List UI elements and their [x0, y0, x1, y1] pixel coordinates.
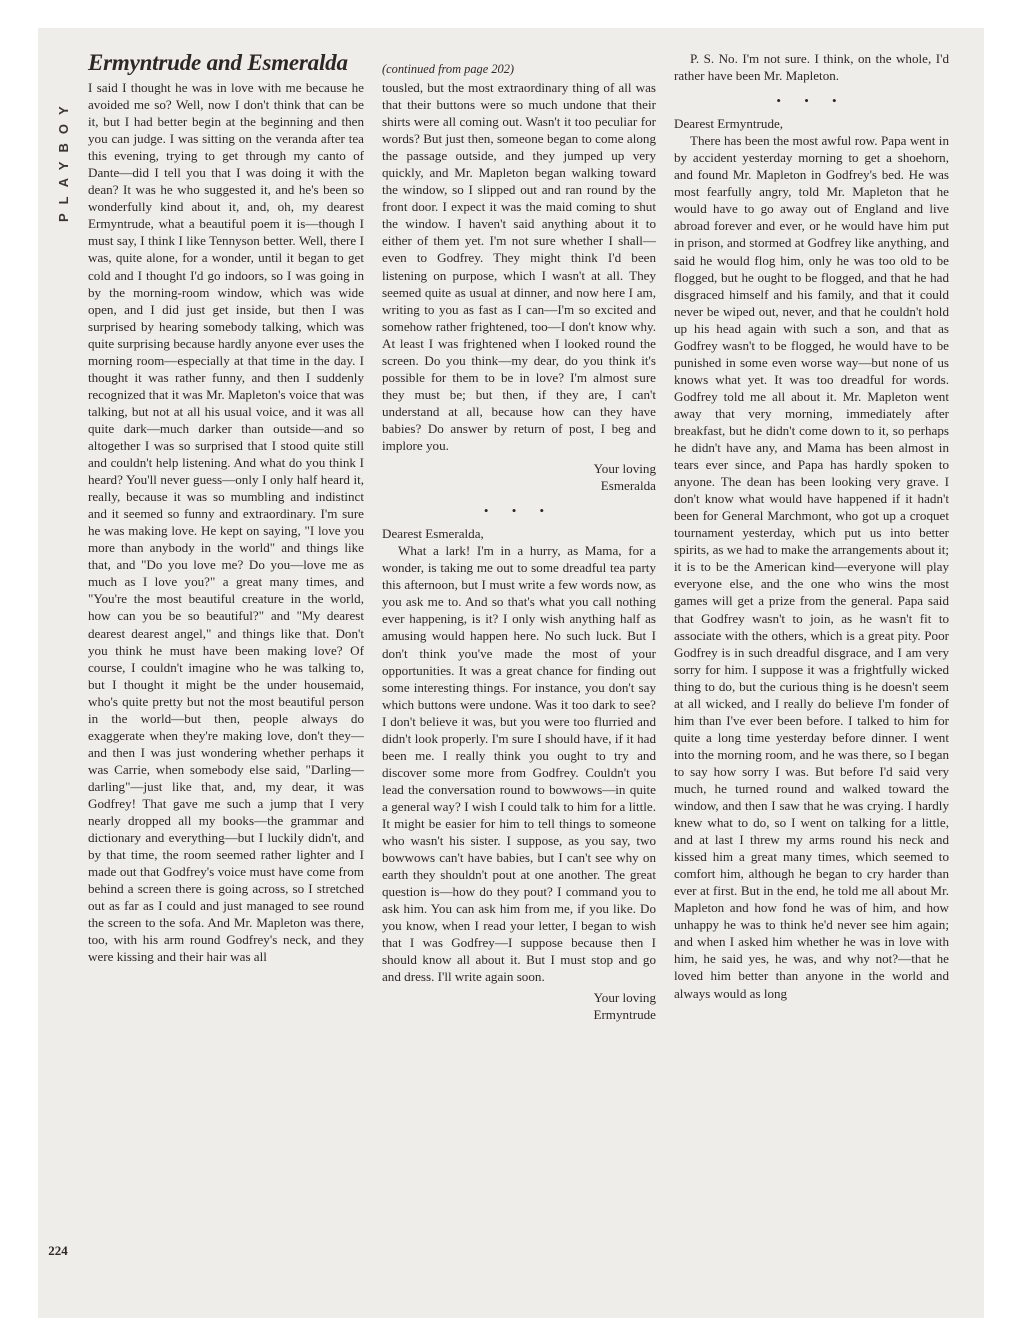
- letter-signature: Ermyntrude: [593, 1007, 656, 1023]
- letter-body: I said I thought he was in love with me because he avoided me so? Well, now I don't think that can be it, but I had better begin at the beginning and then you can judge. I was sitting on the veranda after tea this evening, trying to get through my canto of Dante—did I tell you that I was doing it with the dean? It was he who suggested it, and he's been so wonderfully kind about it, and, oh, my dearest Ermyntrude, what a beautiful poem it is—though I must say, I think I like Tennyson better. Well, there I was, quite alone, for a wonder, until it began to get cold and I thought I'd go indoors, so I was going in by the morning-room window, which was wide open, and I did just get inside, but then I was surprised by hearing somebody talking, which was quite surprising because hardly anyone ever uses the morning room—especially at that time in the day. I thought it was rather funny, and then I suddenly recognized that it was Mr. Mapleton's voice that was talking, but not at all his usual voice, and it was all quite dark—much darker than outside—and so altogether I was so surprised that I stood quite still and couldn't help listening. And what do you think I heard? You'll never guess—only I only half heard it, really, because it was so mumbling and indistinct and it seemed so funny and extraordinary. I'm sure he was making love. He kept on saying, "I love you more than anybody in the world" and things like that, and "Do you love me? Do you—love me as much as I love you?" a great many times, and "You're the most beautiful creature in the world, how can you be so beautiful?" and "My dearest dearest dearest angel," and things like that. Don't you think he must have been making love? Of course, I couldn't imagine who he was talking to, but I thought it might be the under housemaid, who's quite pretty but not the most beautiful person in the world—but then, people always do exaggerate when they're making love, don't they—and then I was just wondering whether perhaps it was Carrie, when somebody else said, "Darling—darling"—just like that, and, my dear, it was Godfrey! That gave me such a jump that I very nearly dropped all my books—the grammar and dictionary and everything—but I luckily didn't, and by that time, the room seemed rather lighter and I made out that Godfrey's voice must have come from behind a screen there is going across, so I stretched out as far as I could and just managed to see round the screen to the sofa. And Mr. Mapleton was there, too, with his arm round Godfrey's neck, and they were kissing and their hair was all: [88, 80, 364, 965]
- letter-salutation: Dearest Esmeralda,: [382, 526, 484, 542]
- letter-body: There has been the most awful row. Papa went in by accident yesterday morning to get a shoehorn, and found Mr. Mapleton in Godfrey's bed. He was most fearfully angry, told Mr. Mapleton that he would have to go away out of England and live abroad forever and ever, or he would have him put in prison, and stormed at Godfrey like anything, and said he would flog him, only he was too old to be flogged, but he ought to be flogged, and that he had disgraced himself and his family, and that it could never be wiped out, never, and that he couldn't hold up his head again with such a son, and that as Godfrey wasn't to be flogged, he would have to be punished in some even worse way—but none of us knows what yet. It was too dreadful for words. Godfrey told me all about it. Mr. Mapleton went away that very morning, immediately after breakfast, but he didn't come down to it, so perhaps he didn't have any, and Mama has been almost in tears ever since, and Papa has hardly spoken to anyone. The dean has been looking very grave. I don't know what would have happened if it hadn't been for General Marchmont, who got up a croquet tournament yesterday, which put us into better spirits, as we had to make the arrangements about it; it is to be the American kind—everyone will play everyone else, and the one who wins the most games will get a prize from the general. Papa said that Godfrey wasn't to join, as he wasn't fit to associate with the others, which is a great pity. Poor Godfrey is in such dreadful disgrace, and I am very sorry for him. I suppose it was a frightfully wicked thing to do, but the curious thing is he doesn't seem at all wicked, and I really do believe I'm fonder of him than I've ever been before. I talked to him for quite a long time yesterday before dinner. I went into the morning room, and he was there, so I began to say how sorry I was. But before I'd said very much, he turned round and walked toward the window, and then I saw that he was crying. I hardly knew what to do, so I went on talking for a little, and at last I threw my arms round his neck and kissed him a great many times, which seemed to comfort him, although he began to cry harder than ever at first. But in the end, he told me all about Mr. Mapleton and how fond he was of him, and how unhappy he was to think he'd never see him again; and when I asked him whether he was in love with him, he said yes, he was, and why not?—that he loved him better than anyone in the world and always would as long: [674, 133, 949, 1001]
- letter-body: What a lark! I'm in a hurry, as Mama, for a wonder, is taking me out to some dreadful tea party this afternoon, but I must write a few words now, as you ask me to. And so that's what you call nothing ever happening, is it? I only wish anything half as amusing would happen here. No such luck. But I don't think you've made the most of your opportunities. It was a great chance for finding out some interesting things. For instance, you don't say which buttons were undone. Was it too dark to see? I don't believe it was, but you were too flurried and didn't look properly. I'm sure I should have, if it had been me. I really think you ought to try and discover some more from Godfrey. Couldn't you lead the conversation round to bowwows—in quite a general way? I wish I could talk to him for a little. It might be easier for him to tell things to someone who wasn't his sister. I suppose, as you say, two bowwows can't have babies, but I can't see why on earth they shouldn't pout at one another. The great question is—how do they pout? I command you to ask him. You can ask him from me, if you like. Do you know, when I read your letter, I began to wish that I was Godfrey—I suppose because then I should know all about it. But I must stop and go and dress. I'll write again soon.: [382, 543, 656, 985]
- page-number: 224: [48, 1243, 68, 1258]
- letter-closing: Your loving: [593, 990, 656, 1006]
- masthead-text: PLAYBOY: [56, 97, 71, 222]
- postscript: P. S. No. I'm not sure. I think, on the whole, I'd rather have been Mr. Mapleton.: [674, 51, 949, 84]
- column-3: [674, 50, 949, 1002]
- continued-note: (continued from page 202): [382, 62, 515, 76]
- masthead: [54, 50, 76, 230]
- section-separator: • • •: [776, 93, 847, 109]
- letter-salutation: Dearest Ermyntrude,: [674, 116, 784, 132]
- letter-closing: Your loving: [593, 461, 656, 477]
- article-title: Ermyntrude and Esmeralda: [88, 50, 348, 75]
- magazine-page: [38, 28, 984, 1318]
- section-separator: • • •: [483, 503, 555, 519]
- column-2: [382, 50, 656, 1024]
- letter-signature: Esmeralda: [600, 478, 656, 494]
- letter-body: tousled, but the most extraordinary thing of all was that their buttons were so much undone that their shirts were all coming out. Wasn't it too peculiar for words? But just then, someone began to come along the passage outside, and they jumped up very quickly, and Mr. Mapleton began walking toward the window, so I slipped out and ran round by the front door. I expect it was the maid coming to shut the window. I haven't said anything about it to either of them yet. I'm not sure whether I shall—even to Godfrey. They might think I'd been listening on purpose, which I wasn't at all. They seemed quite as usual at dinner, and now here I am, writing to you as fast as I can—I'm so excited and somehow rather frightened, too—I don't know why. At least I was frightened when I looked round the screen. Do you think—my dear, do you think it's possible for them to be in love? I'm almost sure they must be; but then, if they are, I can't understand at all, because how can they have babies? Do answer by return of post, I beg and implore you.: [382, 80, 656, 453]
- column-1: [88, 50, 364, 965]
